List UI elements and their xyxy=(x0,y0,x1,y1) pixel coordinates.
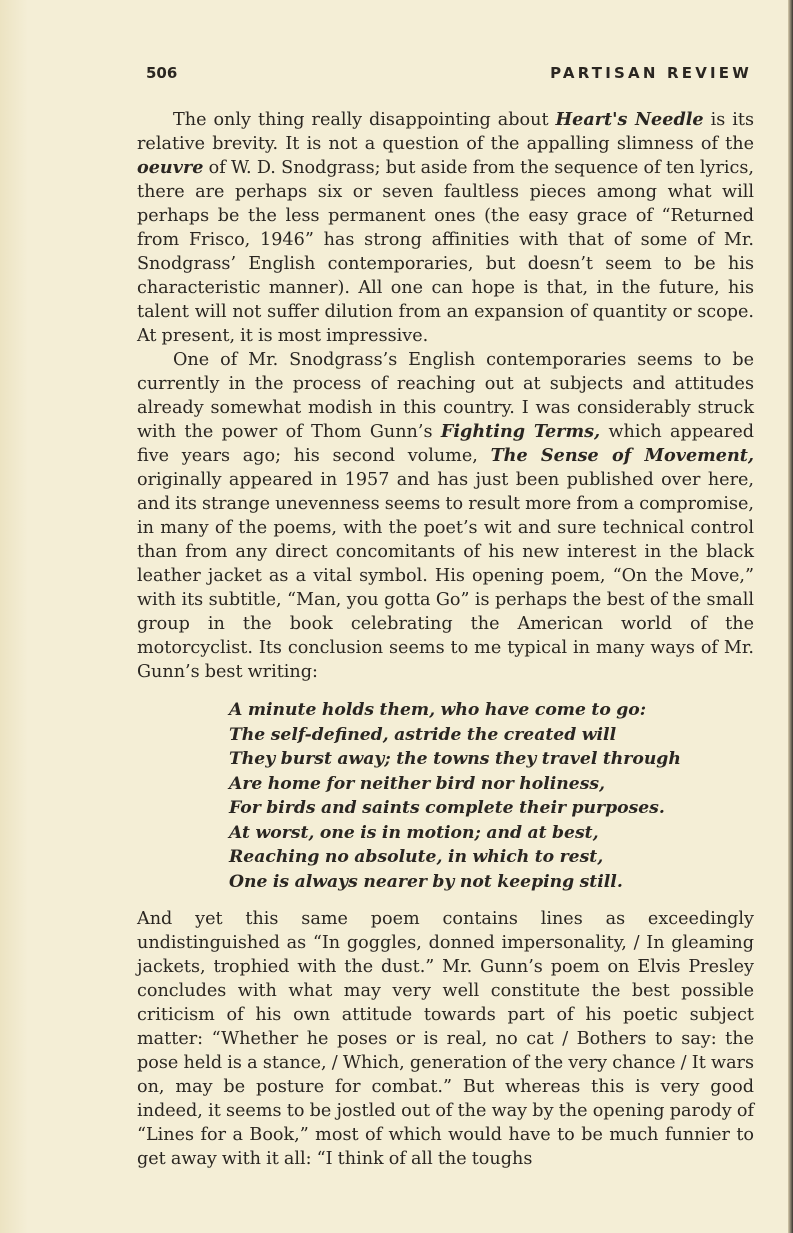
journal-title: PARTISAN REVIEW xyxy=(550,64,752,82)
page-gutter-edge xyxy=(0,0,28,1233)
paragraph-text: of W. D. Snodgrass; but aside from the sequence of ten lyrics, there are perhaps six or seven faultless pieces among what will perhaps be the less permanent ones (the easy grace of “Returned from Frisco, 1946” has strong affinities with that of some of Mr. Snodgrass’ English contemporaries, but doesn’t seem to be his characteristic manner). All one can hope is that, in the future, his talent will not suffer dilution from an expansion of quantity or scope. At present, it is most impressive. xyxy=(137,158,754,346)
verse-line: At worst, one is in motion; and at best, xyxy=(229,822,599,843)
verse-quotation xyxy=(229,698,754,894)
verse-line: Reaching no absolute, in which to rest, xyxy=(229,847,604,867)
paragraph-heart-needle xyxy=(137,108,754,348)
book-title-fighting-terms: Fighting Terms, xyxy=(440,421,601,442)
paragraph-text: which appeared five years ago; his second volume, xyxy=(137,422,755,466)
paragraph-thom-gunn xyxy=(137,348,754,684)
page-number: 506 xyxy=(146,64,178,82)
verse-line: They burst away; the towns they travel through xyxy=(229,749,681,769)
running-head xyxy=(146,64,752,86)
verse-line: A minute holds them, who have come to go: xyxy=(229,700,647,720)
verse-line: Are home for neither bird nor holiness, xyxy=(229,773,606,794)
paragraph-text: originally appeared in 1957 and has just been published over here, and its strange unevenness seems to result more from a compromise, in many of the poems, with the poet’s wit and sure technical control than from any direct concomitants of his new interest in the black leather jacket as a vital symbol. His opening poem, “On the Move,” with its subtitle, “Man, you gotta Go” is perhaps the best of the small group in the book celebrating the American world of the motorcyclist. Its conclusion seems to me typical in many ways of Mr. Gunn’s best writing: xyxy=(137,470,754,682)
paragraph-text: is its relative brevity. It is not a question of the appalling slimness of the xyxy=(137,110,754,154)
page-right-edge xyxy=(788,0,793,1233)
book-title-hearts-needle: Heart's Needle xyxy=(555,109,704,130)
term-oeuvre: oeuvre xyxy=(137,157,204,178)
verse-line: For birds and saints complete their purposes. xyxy=(229,798,665,818)
paragraph-continuation: And yet this same poem contains lines as exceedingly undistinguished as “In goggles, donned impersonality, / In gleaming jackets, trophied with the dust.” Mr. Gunn’s poem on Elvis Presley concludes with what may very well constitute the best possible criticism of his own attitude towards part of his poetic subject matter: “Whether he poses or is real, no cat / Bothers to say: the pose held is a stance, / Which, generation of the very chance / It wars on, may be posture for combat.” But whereas this is very good indeed, it seems to be jostled out of the way by the opening parody of “Lines for a Book,” most of which would have to be much funnier to get away with it all: “I think of all the toughs xyxy=(137,909,754,1169)
paragraph-text: The only thing really disappointing about xyxy=(173,110,556,130)
body-text xyxy=(137,108,754,1171)
paragraph-text: One of Mr. Snodgrass’s English contemporaries seems to be currently in the process of reaching out at subjects and attitudes already somewhat modish in this country. I was considerably struck with the power of Thom Gunn’s xyxy=(137,350,754,442)
verse-line: One is always nearer by not keeping still. xyxy=(229,871,623,892)
book-title-sense-of-movement: The Sense of Movement, xyxy=(490,445,754,466)
verse-line: The self-defined, astride the created will xyxy=(229,724,617,745)
